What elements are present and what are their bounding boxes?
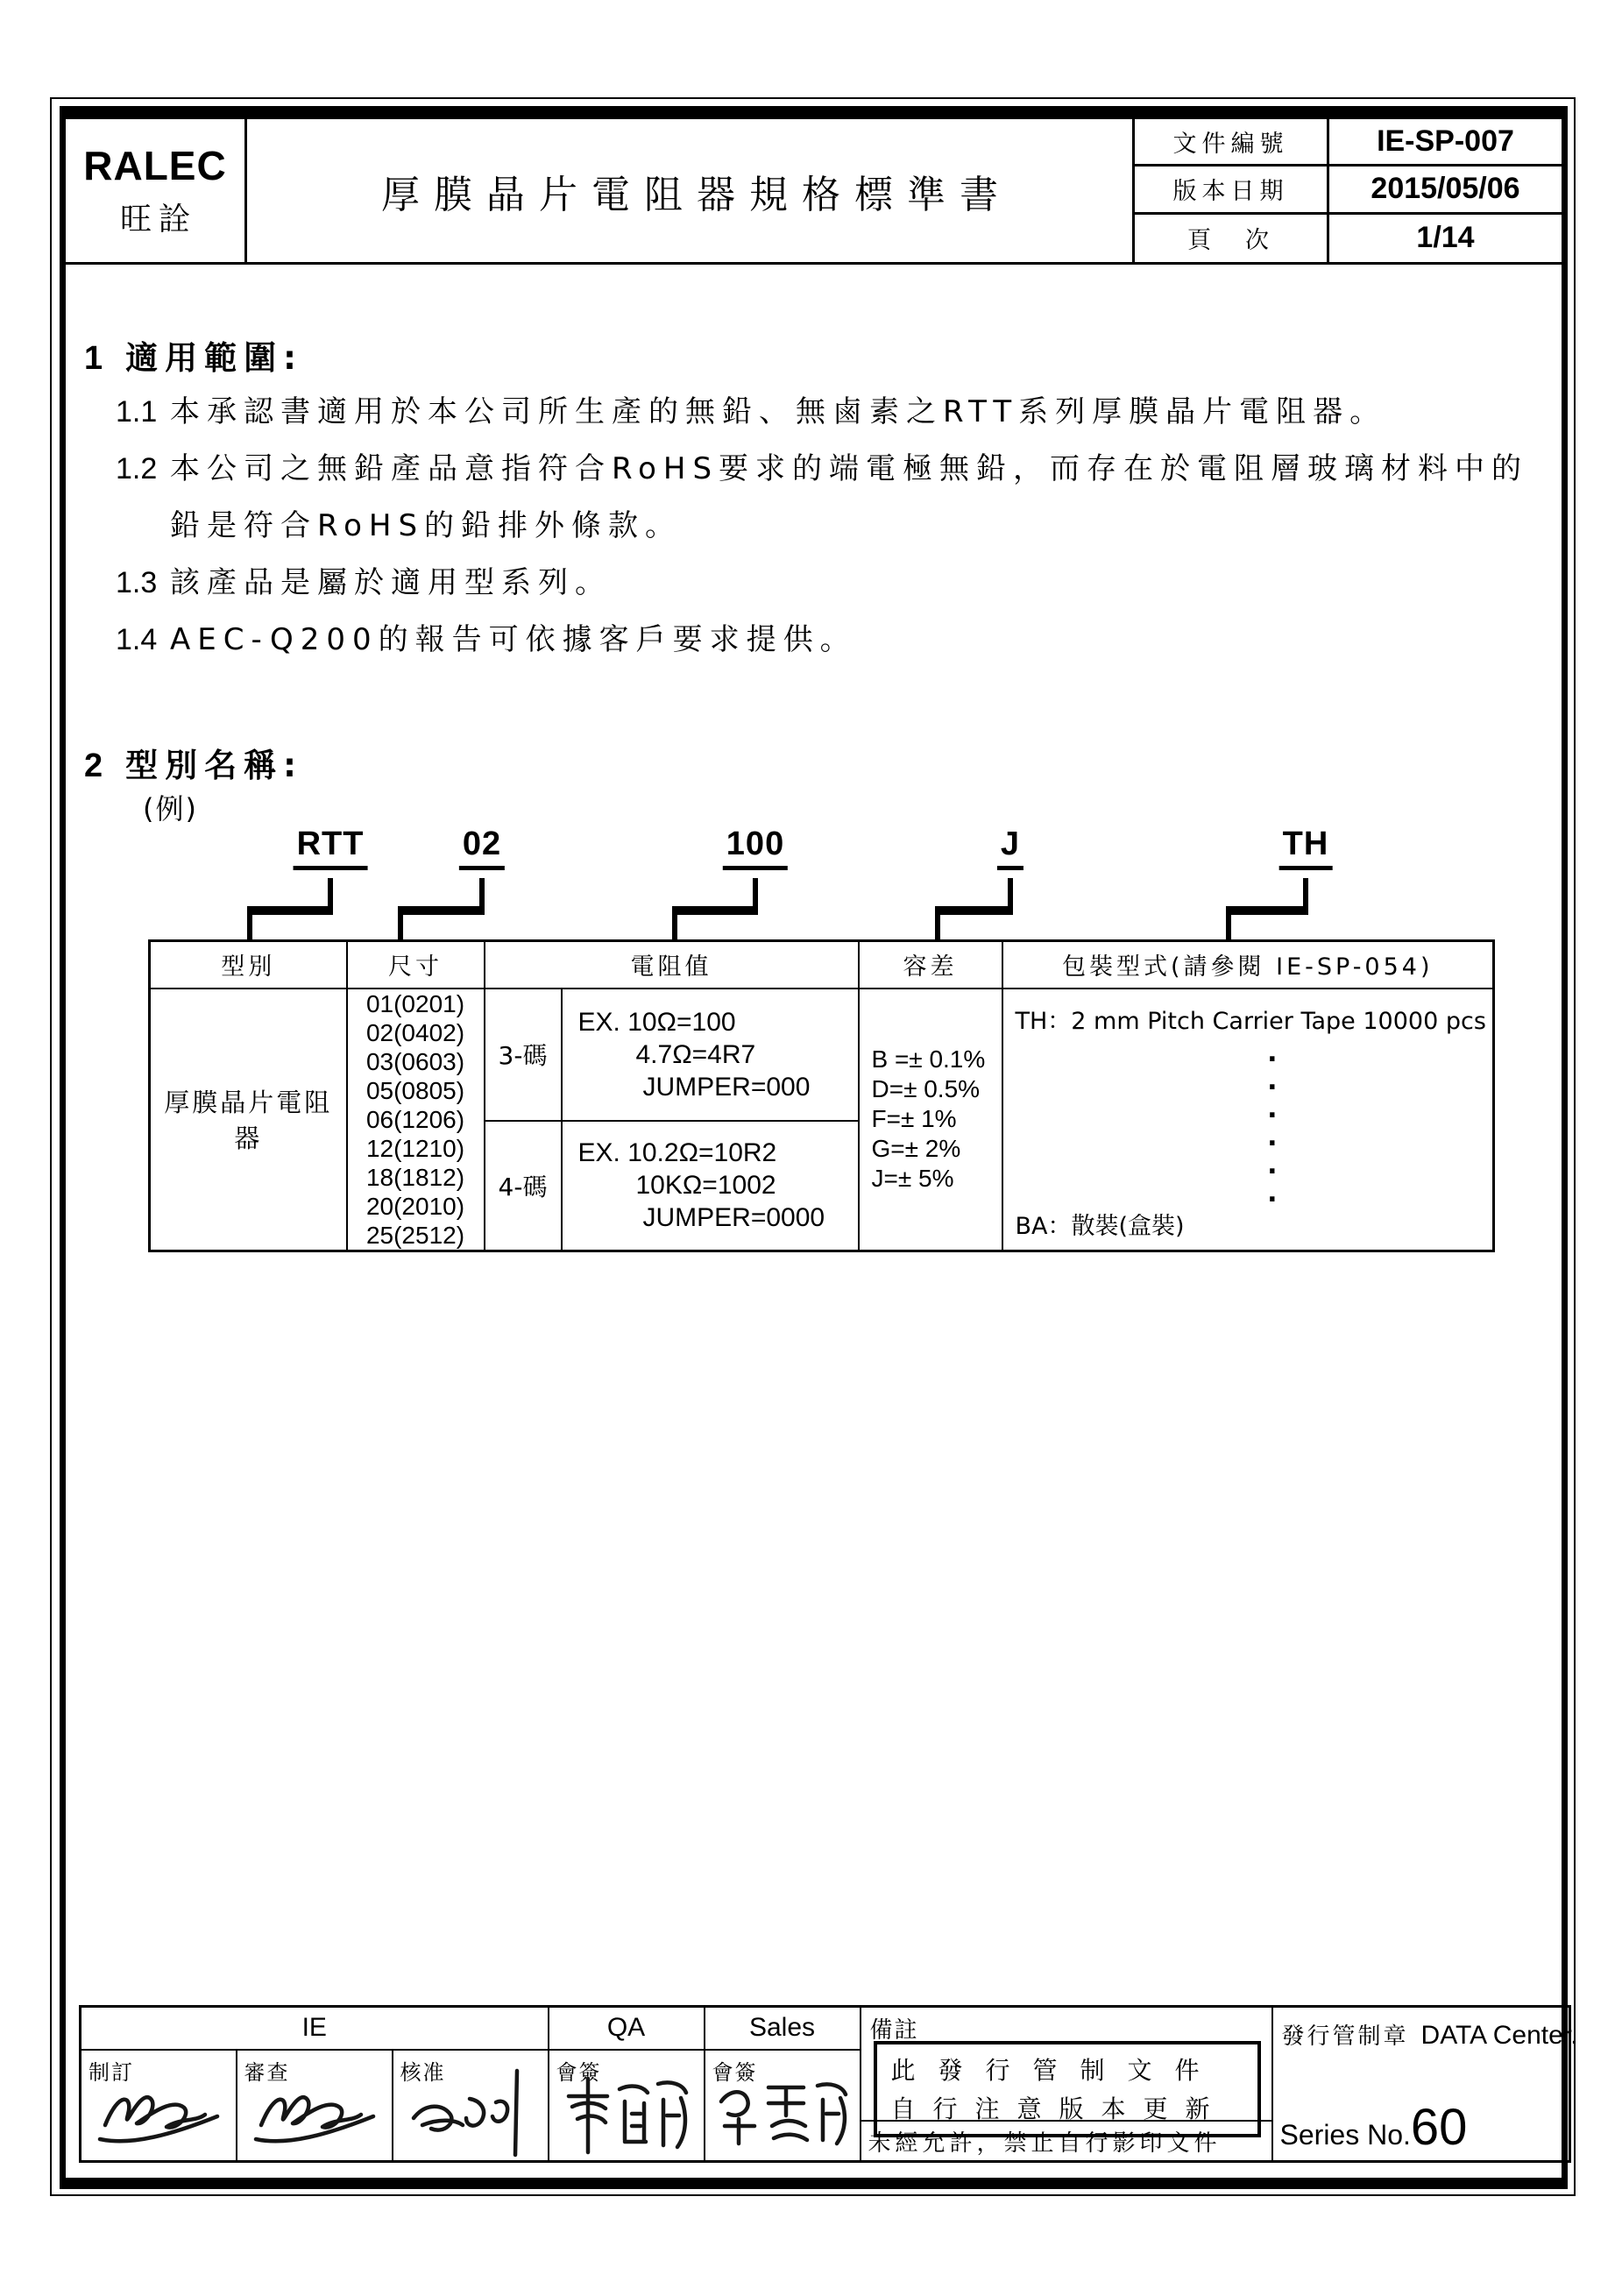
version-date-label: 版本日期 <box>1135 167 1329 214</box>
scope-list <box>116 384 1544 669</box>
connector-line <box>935 911 940 941</box>
tolerance-item: J=± 5% <box>871 1165 954 1192</box>
packaging-ba-option: BA：散裝(盒裝) <box>1015 1212 1185 1240</box>
part-code-tolerance: J <box>997 826 1023 870</box>
scope-item-text: 本承認書適用於本公司所生產的無鉛、無鹵素之RTT系列厚膜晶片電阻器。 <box>170 394 1387 429</box>
part-number-table <box>148 939 1495 1252</box>
connector-line <box>672 911 677 941</box>
header-table <box>66 119 1562 265</box>
doc-number-label: 文件編號 <box>1135 119 1329 167</box>
size-item: 12(1210) <box>365 1134 465 1162</box>
series-number-label: Series No. <box>1279 2119 1411 2151</box>
cell-3digit-label: 3-碼 <box>485 989 562 1121</box>
remarks-cell <box>861 2007 1272 2162</box>
signature-cell-reviewed <box>237 2050 393 2162</box>
part-code-value: 100 <box>723 826 788 870</box>
signature-approved-icon <box>405 2064 536 2160</box>
connector-line <box>1226 911 1231 941</box>
section2-heading <box>84 739 303 786</box>
resistance-example: JUMPER=0000 <box>642 1203 825 1233</box>
signature-cell-drafted <box>81 2050 237 2162</box>
connector-line <box>247 906 333 915</box>
scope-item-4 <box>116 612 1544 669</box>
section1-title: 適用範圍: <box>125 339 303 377</box>
cell-4digit-examples <box>562 1121 859 1251</box>
company-logo-cjk: 旺詮 <box>119 202 197 237</box>
size-item: 05(0805) <box>365 1076 465 1104</box>
signature-reviewed-icon <box>249 2074 380 2150</box>
doc-number-value: IE-SP-007 <box>1329 119 1562 167</box>
signature-cell-qa-countersign <box>549 2050 705 2162</box>
scope-item-number: 1.4 <box>116 623 158 656</box>
col-header-type: 型別 <box>150 941 347 989</box>
signature-cell-sales-countersign <box>705 2050 861 2162</box>
approval-footer <box>79 2005 1578 2163</box>
part-code-size: 02 <box>459 826 505 870</box>
part-code-series: RTT <box>294 826 368 870</box>
cell-type-name: 厚膜晶片電阻器 <box>150 989 347 1251</box>
company-logo-latin: RALEC <box>83 143 227 188</box>
connector-line <box>1226 906 1308 915</box>
resistance-example: EX. 10.2Ω=10R2 <box>577 1138 777 1168</box>
size-item: 01(0201) <box>365 989 465 1017</box>
resistance-example: JUMPER=000 <box>642 1072 811 1102</box>
tolerance-item: B =± 0.1% <box>871 1045 986 1073</box>
tolerance-item: G=± 2% <box>871 1135 961 1162</box>
dept-header-sales: Sales <box>705 2007 861 2050</box>
signature-label: 會簽 <box>712 2059 758 2085</box>
company-logo <box>66 119 247 262</box>
signature-label: 制訂 <box>89 2059 134 2085</box>
dept-header-qa: QA <box>549 2007 705 2050</box>
signature-label: 核准 <box>400 2059 446 2085</box>
scope-item-number: 1.2 <box>116 452 158 485</box>
resistance-example: EX. 10Ω=100 <box>577 1007 736 1037</box>
title-cell <box>247 119 1132 262</box>
scope-item-2 <box>116 441 1544 555</box>
remarks-label: 備註 <box>869 2017 919 2044</box>
size-item: 25(2512) <box>365 1221 465 1249</box>
signature-label: 審查 <box>244 2059 290 2085</box>
dept-header-ie: IE <box>81 2007 549 2050</box>
col-header-packaging: 包裝型式(請參閱 IE-SP-054) <box>1002 941 1494 989</box>
scope-item-number: 1.3 <box>116 566 158 599</box>
page-number-value: 1/14 <box>1416 221 1475 255</box>
stamp-box-line: 自行注意版本更新 <box>890 2094 1228 2123</box>
size-item: 06(1206) <box>365 1105 465 1133</box>
connector-line <box>398 906 485 915</box>
scope-item-3 <box>116 555 1544 612</box>
scope-item-text: AEC-Q200的報告可依據客戶要求提供。 <box>170 622 857 657</box>
cell-packaging <box>1002 989 1494 1251</box>
connector-line <box>672 906 758 915</box>
section1-heading <box>84 331 303 379</box>
signature-qa-countersign-icon <box>556 2066 697 2158</box>
document-title: 厚膜晶片電阻器規格標準書 <box>381 172 1012 217</box>
signature-label: 會簽 <box>556 2059 602 2085</box>
col-header-size: 尺寸 <box>347 941 485 989</box>
cell-3digit-examples <box>562 989 859 1121</box>
cell-tolerance-list <box>859 989 1002 1251</box>
col-header-resistance: 電阻值 <box>485 941 859 989</box>
ellipsis-dots <box>1267 1049 1277 1199</box>
stamp-box-line: 此發行管制文件 <box>890 2056 1222 2085</box>
signature-sales-countersign-icon <box>712 2070 853 2154</box>
packaging-th-option: TH：2 mm Pitch Carrier Tape 10000 pcs <box>1015 1007 1486 1035</box>
section2-number: 2 <box>84 748 103 784</box>
col-header-tolerance: 容差 <box>859 941 1002 989</box>
part-code-packaging: TH <box>1279 826 1333 870</box>
scope-item-number: 1.1 <box>116 395 158 429</box>
section2-title: 型別名稱: <box>125 747 303 784</box>
signature-cell-approved <box>393 2050 549 2162</box>
no-copy-notice: 未經允許，禁止自行影印文件 <box>861 2120 1271 2160</box>
tolerance-item: D=± 0.5% <box>871 1075 981 1102</box>
issuance-stamp-value: DATA Center. <box>1420 2021 1578 2050</box>
size-item: 02(0402) <box>365 1018 465 1046</box>
size-item: 20(2010) <box>365 1192 465 1220</box>
connector-line <box>247 911 252 941</box>
scope-item-text: 本公司之無鉛產品意指符合RoHS要求的端電極無鉛，而存在於電阻層玻璃材料中的鉛是符合RoHS的鉛排外條款。 <box>170 451 1529 543</box>
cell-4digit-label: 4-碼 <box>485 1121 562 1251</box>
resistance-example: 4.7Ω=4R7 <box>635 1039 756 1069</box>
issuance-stamp-label: 發行管制章 <box>1281 2023 1409 2050</box>
scope-item-1 <box>116 384 1544 441</box>
size-item: 03(0603) <box>365 1047 465 1075</box>
issuance-stamp-cell <box>1272 2007 1578 2162</box>
connector-line <box>935 906 1013 915</box>
example-label: (例) <box>143 792 198 826</box>
resistance-example: 10KΩ=1002 <box>635 1171 776 1201</box>
cell-size-list <box>347 989 485 1251</box>
page-number-label: 頁 次 <box>1135 215 1329 262</box>
series-number-value: 60 <box>1410 2099 1468 2156</box>
size-item: 18(1812) <box>365 1163 465 1191</box>
document-info-table <box>1132 119 1562 262</box>
connector-line <box>398 911 403 941</box>
scope-item-text: 該產品是屬於適用型系列。 <box>170 565 612 600</box>
version-date-value: 2015/05/06 <box>1329 167 1562 214</box>
section1-number: 1 <box>84 340 103 377</box>
signature-drafted-icon <box>93 2074 224 2150</box>
tolerance-item: F=± 1% <box>871 1105 957 1132</box>
